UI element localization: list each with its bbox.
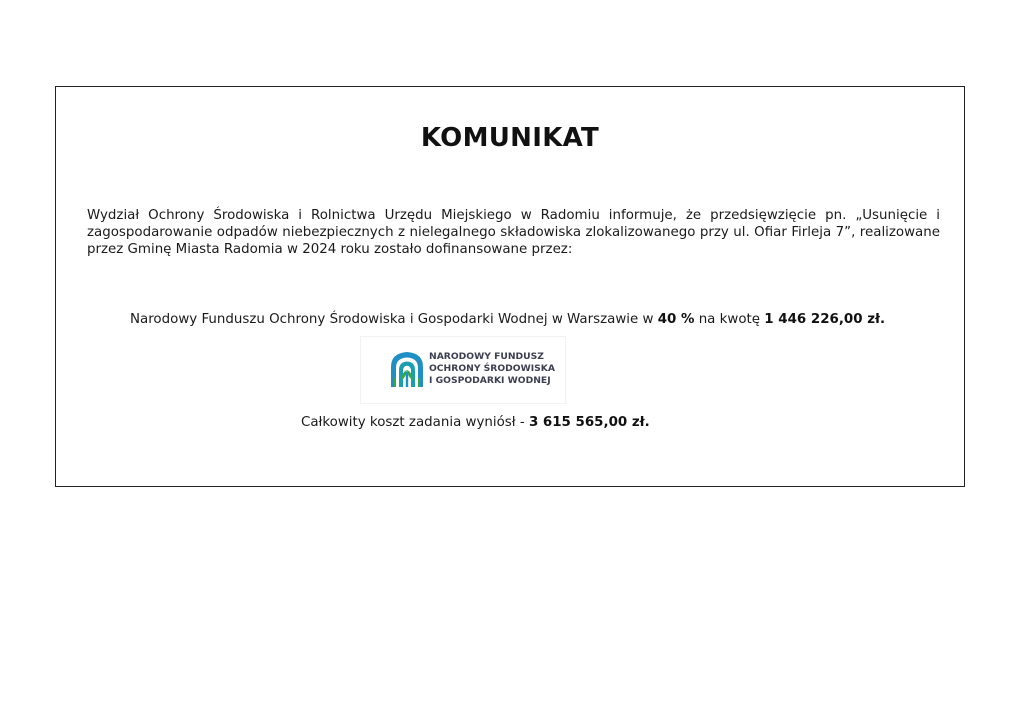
total-amount: 3 615 565,00 zł. [528, 415, 650, 430]
funding-text-middle: na kwotę [694, 312, 765, 327]
logo-line-3: I GOSPODARKI WODNEJ [429, 375, 551, 386]
total-text-before: Całkowity koszt zadania wyniósł - [301, 415, 529, 430]
logo-line-2: OCHRONY ŚRODOWISKA [429, 363, 556, 374]
notice-title: KOMUNIKAT [420, 123, 600, 153]
nfosigw-logo-icon [389, 350, 425, 388]
funding-percent: 40 % [657, 312, 695, 327]
notice-intro-paragraph: Wydział Ochrony Środowiska i Rolnictwa Urzędu Miejskiego w Radomiu informuje, że przedsięwzięcie pn. „Usunięcie i zagospodarowanie odpadów niebezpiecznych z nielegalnego składowiska zlokalizowanego przy ul. Ofiar Firleja 7”, realizowane przez Gminę Miasta Radomia w 2024 roku zostało dofinansowane przez: [87, 208, 940, 257]
funding-line [130, 312, 885, 327]
nfosigw-logo [361, 337, 565, 403]
notice-box [55, 86, 965, 487]
nfosigw-logo-text [429, 351, 555, 387]
logo-line-1: NARODOWY FUNDUSZ [429, 351, 544, 362]
funding-text-before: Narodowy Funduszu Ochrony Środowiska i Gospodarki Wodnej w Warszawie w [130, 312, 658, 327]
funding-amount: 1 446 226,00 zł. [764, 312, 886, 327]
total-cost-line [301, 415, 650, 430]
